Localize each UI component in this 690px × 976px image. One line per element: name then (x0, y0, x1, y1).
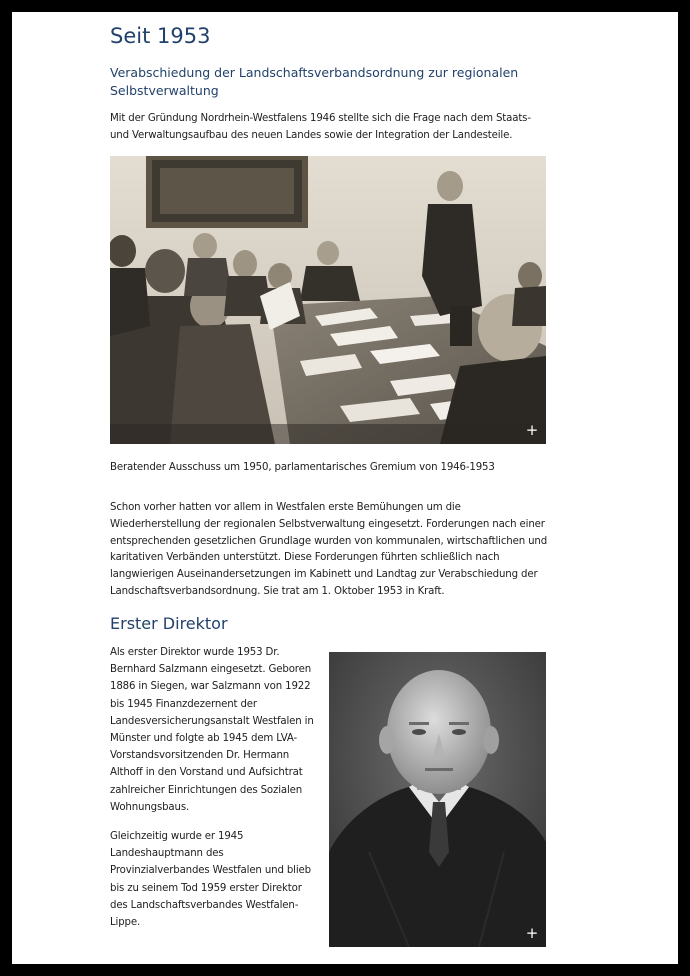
committee-photo[interactable] (110, 156, 546, 444)
bio-paragraph-1: Als erster Direktor wurde 1953 Dr. Bernhard Salzmann eingesetzt. Geboren 1886 in Siegen, war Salzmann von 1922 bis 1945 Finanzdezernent der Landesversicherungsanstalt Westfalen in Münster und folgte ab 1945 dem LVA-Vorstandsvorsitzenden Dr. Hermann Althoff in den Vorstand und Aufsichtrat zahlreicher Einrichtungen des Sozialen Wohnungsbaus. (110, 647, 314, 813)
bio-paragraph-2: Gleichzeitig wurde er 1945 Landeshauptmann des Provinzialverbandes Westfalen und blieb bis zu seinem Tod 1959 erster Direktor des Landschaftsverbandes Westfalen-Lippe. (110, 831, 311, 929)
body-paragraph: Schon vorher hatten vor allem in Westfalen erste Bemühungen um die Wiederherstellung der regionalen Selbstverwaltung eingesetzt. Forderungen nach einer entsprechenden gesetzlichen Grundlage wurden von kommunalen, wirtschaftlichen und karitativen Verbänden unterstützt. Diese Forderungen führten schließlich nach langwierigen Auseinandersetzungen im Kabinett und Landtag zur Verabschiedung der Landschaftsverbandsordnung. Sie trat am 1. Oktober 1953 in Kraft. (110, 502, 548, 597)
intro-paragraph: Mit der Gründung Nordrhein-Westfalens 1946 stellte sich die Frage nach dem Staats- und Verwaltungsaufbau des neuen Landes sowie der Integration der Landesteile. (110, 113, 531, 141)
page-title: Seit 1953 (110, 24, 211, 48)
director-bio (110, 644, 320, 931)
page (12, 12, 678, 964)
plus-icon[interactable]: + (525, 421, 539, 439)
committee-photo-image (110, 156, 546, 444)
photo-caption: Beratender Ausschuss um 1950, parlamentarisches Gremium von 1946-1953 (110, 462, 495, 473)
portrait-photo-image (329, 652, 546, 947)
article-subtitle: Verabschiedung der Landschaftsverbandsordnung zur regionalen Selbstverwaltung (110, 65, 519, 98)
plus-icon[interactable]: + (525, 924, 539, 942)
portrait-photo[interactable] (329, 652, 546, 947)
section-heading-director: Erster Direktor (110, 614, 228, 633)
